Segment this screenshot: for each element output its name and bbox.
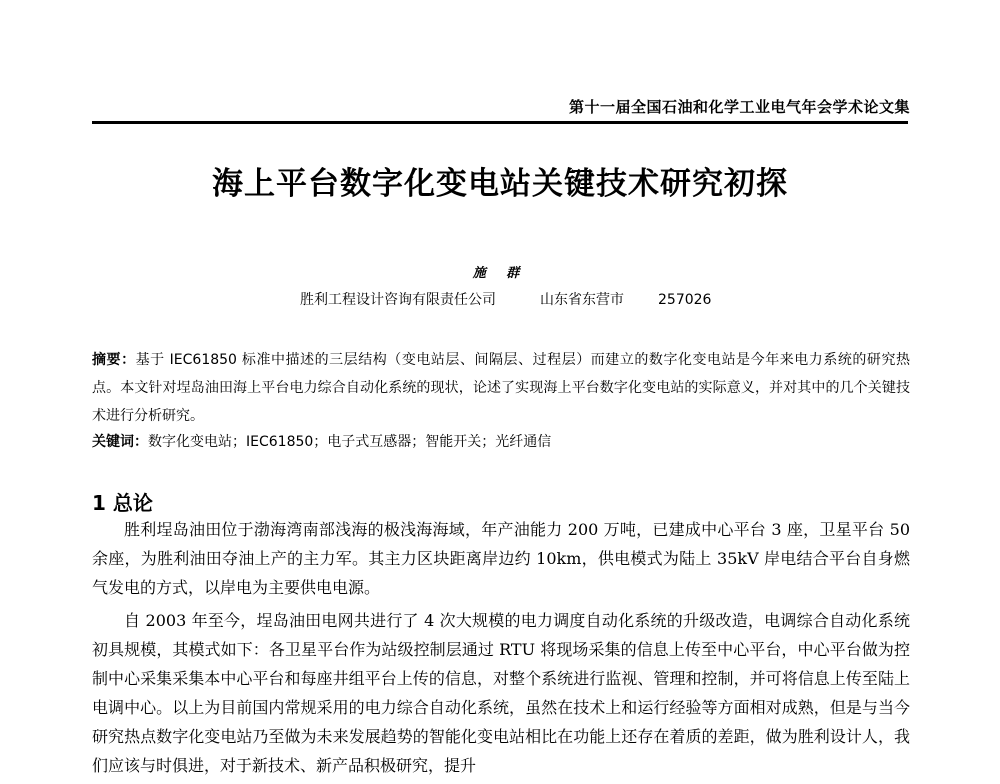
abstract-text: 基于 IEC61850 标准中描述的三层结构（变电站层、间隔层、过程层）而建立的数字化变电站是今年来电力系统的研究热点。本文针对埕岛油田海上平台电力综合自动化系统的现状，论述了实现海上平台数字化变电站的实际意义，并对其中的几个关键技术进行分析研究。 (92, 352, 911, 424)
abstract (92, 346, 910, 430)
keywords (92, 431, 910, 451)
affiliation-location: 山东省东营市 (540, 292, 624, 308)
section-body (92, 515, 910, 784)
paper-title: 海上平台数字化变电站关键技术研究初探 (212, 166, 788, 202)
author-name: 施 群 (472, 266, 528, 281)
body-paragraph: 自 2003 年至今，埕岛油田电网共进行了 4 次大规模的电力调度自动化系统的升级改造，电调综合自动化系统初具规模，其模式如下：各卫星平台作为站级控制层通过 RTU 将现场采集的信息上传至中心平台，中心平台做为控制中心采集采集本中心平台和每座井组平台上传的信息，对整个系统进行监视、管理和控制，并可将信息上传至陆上电调中心。以上为目前国内常规采用的电力综合自动化系统，虽然在技术上和运行经验等方面相对成熟，但是与当今研究热点数字化变电站乃至做为未来发展趋势的智能化变电站相比在功能上还存在着质的差距，做为胜利设计人，我们应该与时俱进，对于新技术、新产品积极研究，提升 (92, 611, 910, 775)
body-paragraph: 胜利埕岛油田位于渤海湾南部浅海的极浅海海域，年产油能力 200 万吨，已建成中心平台 3 座，卫星平台 50 余座，为胜利油田夺油上产的主力军。其主力区块距离岸边约 10km，供电模式为陆上 35kV 岸电结合平台自身燃气发电的方式，以岸电为主要供电电源。 (92, 520, 910, 597)
keywords-label: 关键词： (92, 434, 148, 450)
section-heading: 1 总论 (92, 491, 153, 515)
header-rule (92, 121, 908, 124)
abstract-label: 摘要： (92, 352, 136, 368)
affiliation-organization: 胜利工程设计咨询有限责任公司 (300, 292, 496, 308)
affiliation-postcode: 257026 (658, 292, 712, 308)
keywords-text: 数字化变电站；IEC61850；电子式互感器；智能开关；光纤通信 (148, 434, 552, 450)
proceedings-header: 第十一届全国石油和化学工业电气年会学术论文集 (568, 98, 910, 116)
affiliation (300, 289, 711, 309)
